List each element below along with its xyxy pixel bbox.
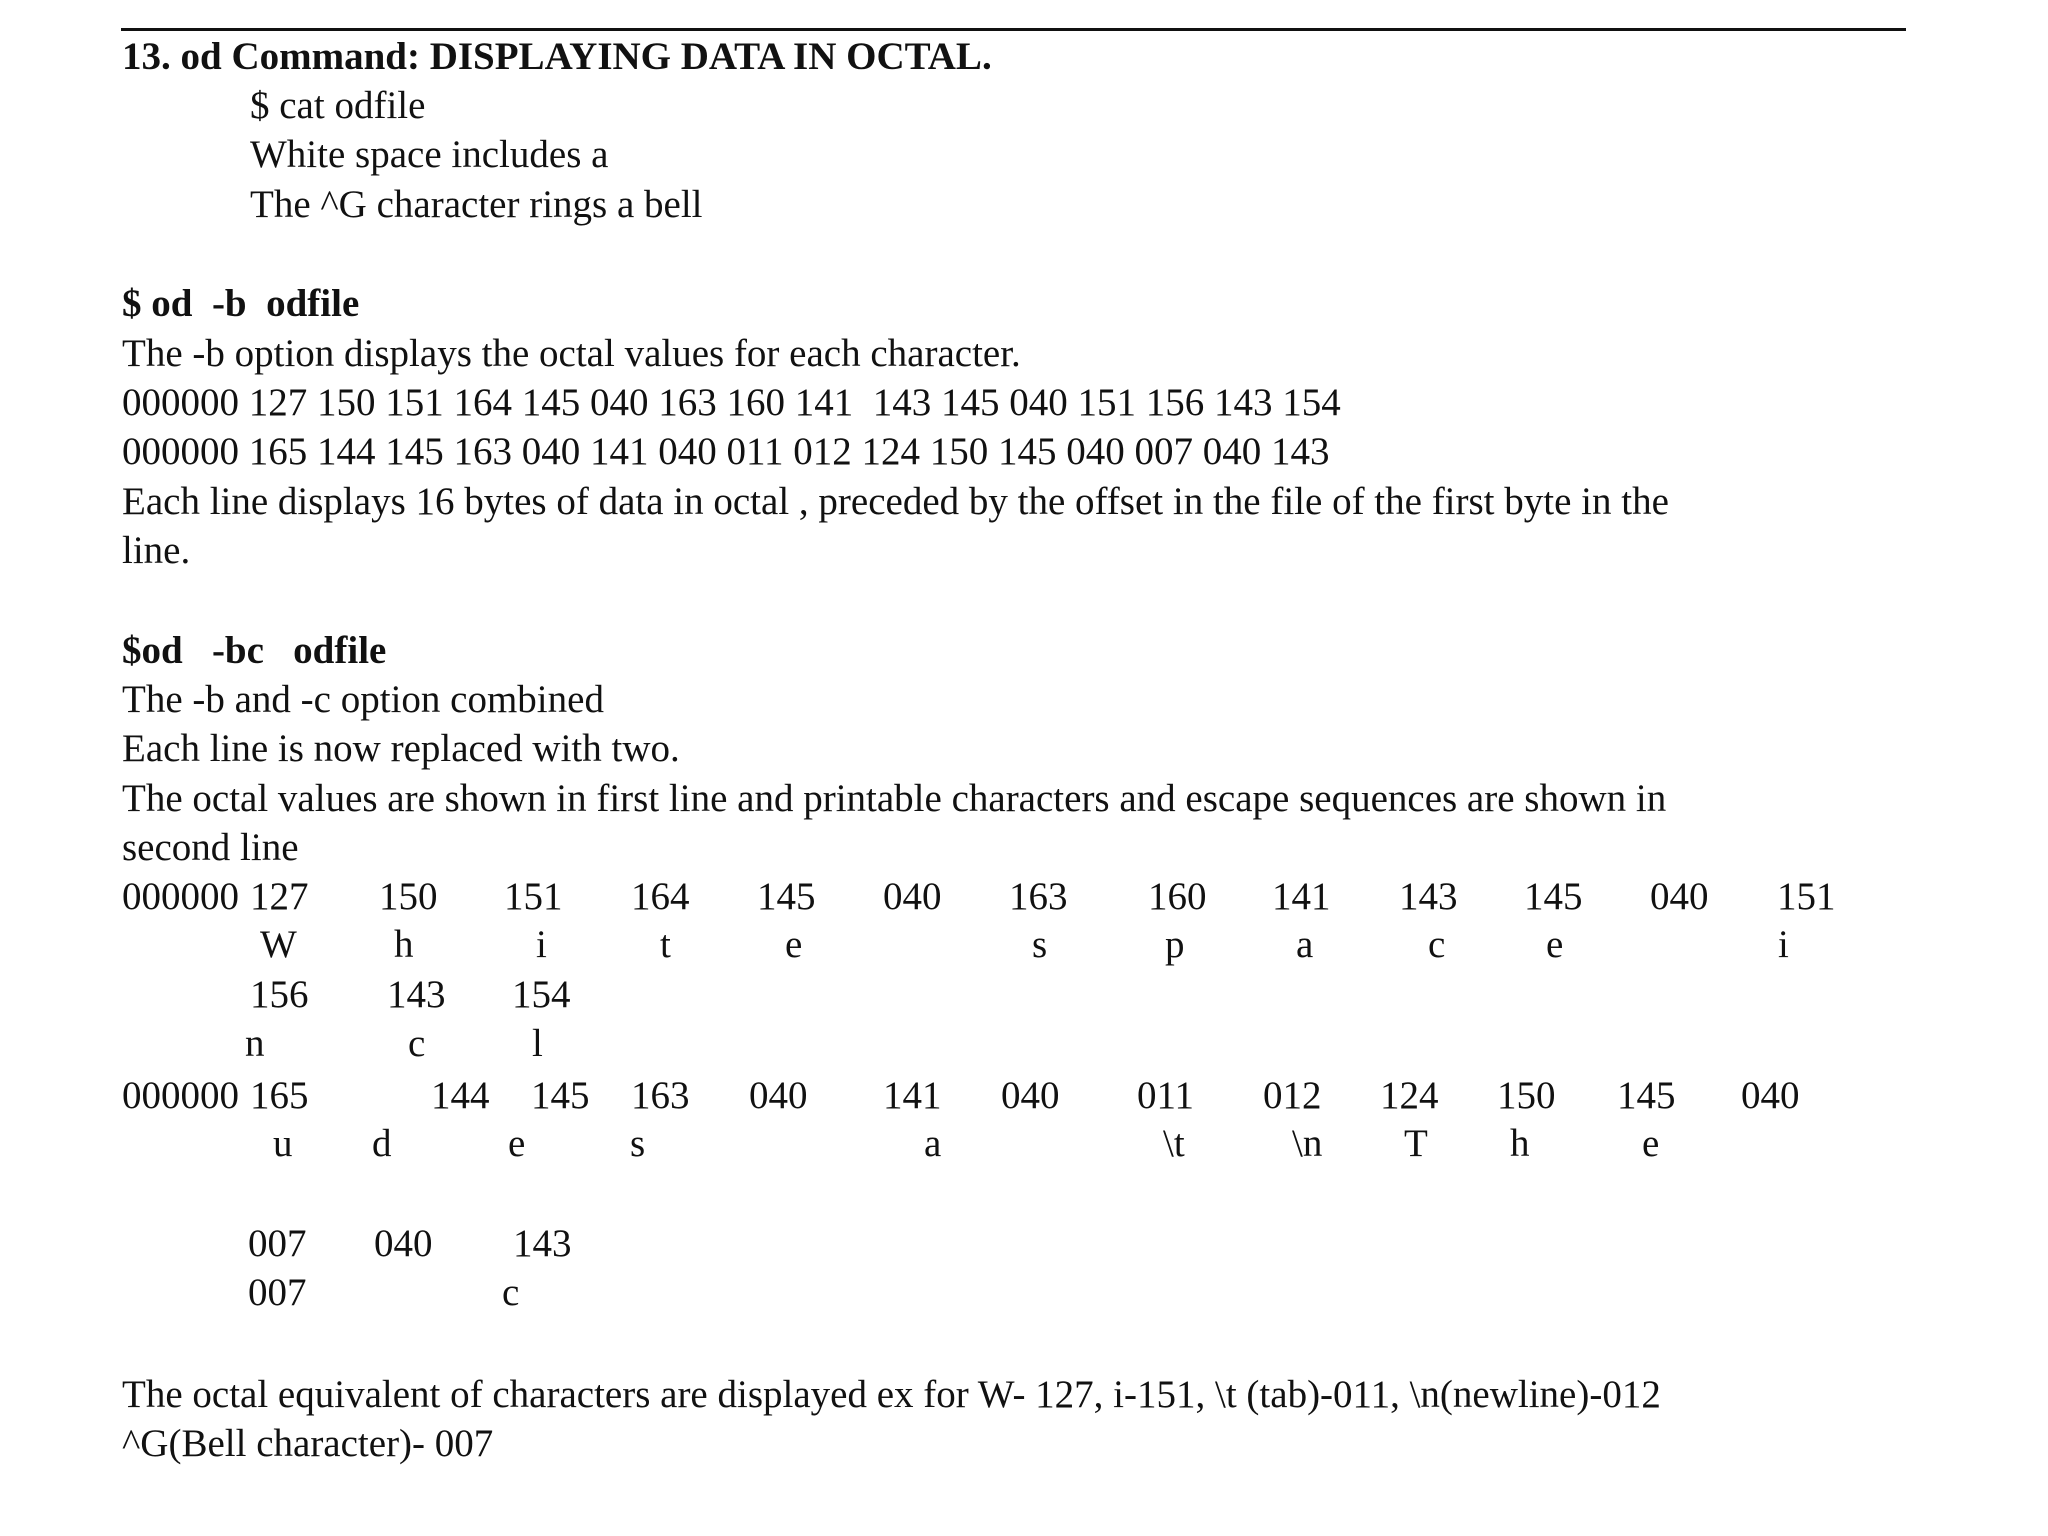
od-b-output-line: 000000 127 150 151 164 145 040 163 160 141 143 145 040 151 156 143 154 <box>122 381 1341 424</box>
char-value: p <box>1165 923 1185 966</box>
octal-value: 150 <box>1497 1074 1556 1117</box>
od-bc-note: Each line is now replaced with two. <box>122 727 680 770</box>
octal-value: 143 <box>1399 875 1458 918</box>
octal-value: 144 <box>431 1074 490 1117</box>
char-value: \n <box>1292 1122 1323 1165</box>
section-heading: 13. od Command: DISPLAYING DATA IN OCTAL. <box>122 35 992 78</box>
octal-value: 145 <box>757 875 816 918</box>
octal-value: 040 <box>1650 875 1709 918</box>
octal-value: 040 <box>1741 1074 1800 1117</box>
cat-output-line: The ^G character rings a bell <box>250 183 703 226</box>
summary-line: ^G(Bell character)- 007 <box>122 1422 494 1465</box>
octal-value: 150 <box>379 875 438 918</box>
octal-value: 164 <box>631 875 690 918</box>
octal-value: 156 <box>250 973 309 1016</box>
char-value: a <box>924 1122 942 1165</box>
char-value: h <box>394 923 414 966</box>
char-value: c <box>1428 923 1446 966</box>
summary-line: The octal equivalent of characters are displayed ex for W- 127, i-151, \t (tab)-011, \n(newline)-012 <box>122 1373 1661 1416</box>
top-rule <box>121 28 1906 31</box>
octal-value: 007 <box>248 1222 307 1265</box>
octal-value: 143 <box>513 1222 572 1265</box>
octal-value: 163 <box>1009 875 1068 918</box>
octal-value: 151 <box>504 875 563 918</box>
od-b-description: The -b option displays the octal values for each character. <box>122 332 1021 375</box>
octal-value: 154 <box>512 973 571 1016</box>
char-value: d <box>372 1122 392 1165</box>
char-value: n <box>245 1022 265 1065</box>
octal-value: 040 <box>1001 1074 1060 1117</box>
char-value: i <box>536 923 547 966</box>
octal-value: 145 <box>1524 875 1583 918</box>
octal-value: 040 <box>749 1074 808 1117</box>
char-value: \t <box>1163 1122 1185 1165</box>
cat-command: $ cat odfile <box>250 84 426 127</box>
od-bc-command: $od -bc odfile <box>122 629 387 672</box>
char-value: W <box>260 923 297 966</box>
octal-value: 151 <box>1777 875 1836 918</box>
od-bc-offset: 000000 <box>122 875 239 918</box>
octal-value: 165 <box>250 1074 309 1117</box>
char-value: t <box>660 923 671 966</box>
octal-value: 124 <box>1380 1074 1439 1117</box>
char-value: h <box>1510 1122 1530 1165</box>
char-value: s <box>1032 923 1048 966</box>
char-value: e <box>1546 923 1564 966</box>
octal-value: 145 <box>1617 1074 1676 1117</box>
octal-value: 141 <box>1272 875 1331 918</box>
char-value: e <box>1642 1122 1660 1165</box>
od-bc-note: The octal values are shown in first line and printable characters and escape sequences are shown in <box>122 777 1667 820</box>
octal-value: 040 <box>374 1222 433 1265</box>
od-bc-note: The -b and -c option combined <box>122 678 604 721</box>
char-value: l <box>532 1022 543 1065</box>
octal-value: 012 <box>1263 1074 1322 1117</box>
char-value: u <box>273 1122 293 1165</box>
od-b-explanation: line. <box>122 529 191 572</box>
octal-value: 011 <box>1137 1074 1195 1117</box>
od-b-explanation: Each line displays 16 bytes of data in octal , preceded by the offset in the file of the first byte in the <box>122 480 1669 523</box>
char-value: a <box>1296 923 1314 966</box>
char-value: i <box>1778 923 1789 966</box>
cat-output-line: White space includes a <box>250 133 609 176</box>
octal-value: 160 <box>1148 875 1207 918</box>
char-value: T <box>1404 1122 1428 1165</box>
octal-value: 141 <box>883 1074 942 1117</box>
octal-value: 163 <box>631 1074 690 1117</box>
octal-value: 145 <box>531 1074 590 1117</box>
octal-value: 143 <box>387 973 446 1016</box>
char-value: e <box>508 1122 526 1165</box>
od-b-command: $ od -b odfile <box>122 282 360 325</box>
od-bc-offset: 000000 <box>122 1074 239 1117</box>
char-value: c <box>502 1271 520 1314</box>
od-b-output-line: 000000 165 144 145 163 040 141 040 011 012 124 150 145 040 007 040 143 <box>122 430 1330 473</box>
char-value: s <box>630 1122 646 1165</box>
char-value: c <box>408 1022 426 1065</box>
od-bc-note: second line <box>122 826 299 869</box>
octal-value: 040 <box>883 875 942 918</box>
octal-value: 127 <box>250 875 309 918</box>
char-value: e <box>785 923 803 966</box>
char-value: 007 <box>248 1271 307 1314</box>
